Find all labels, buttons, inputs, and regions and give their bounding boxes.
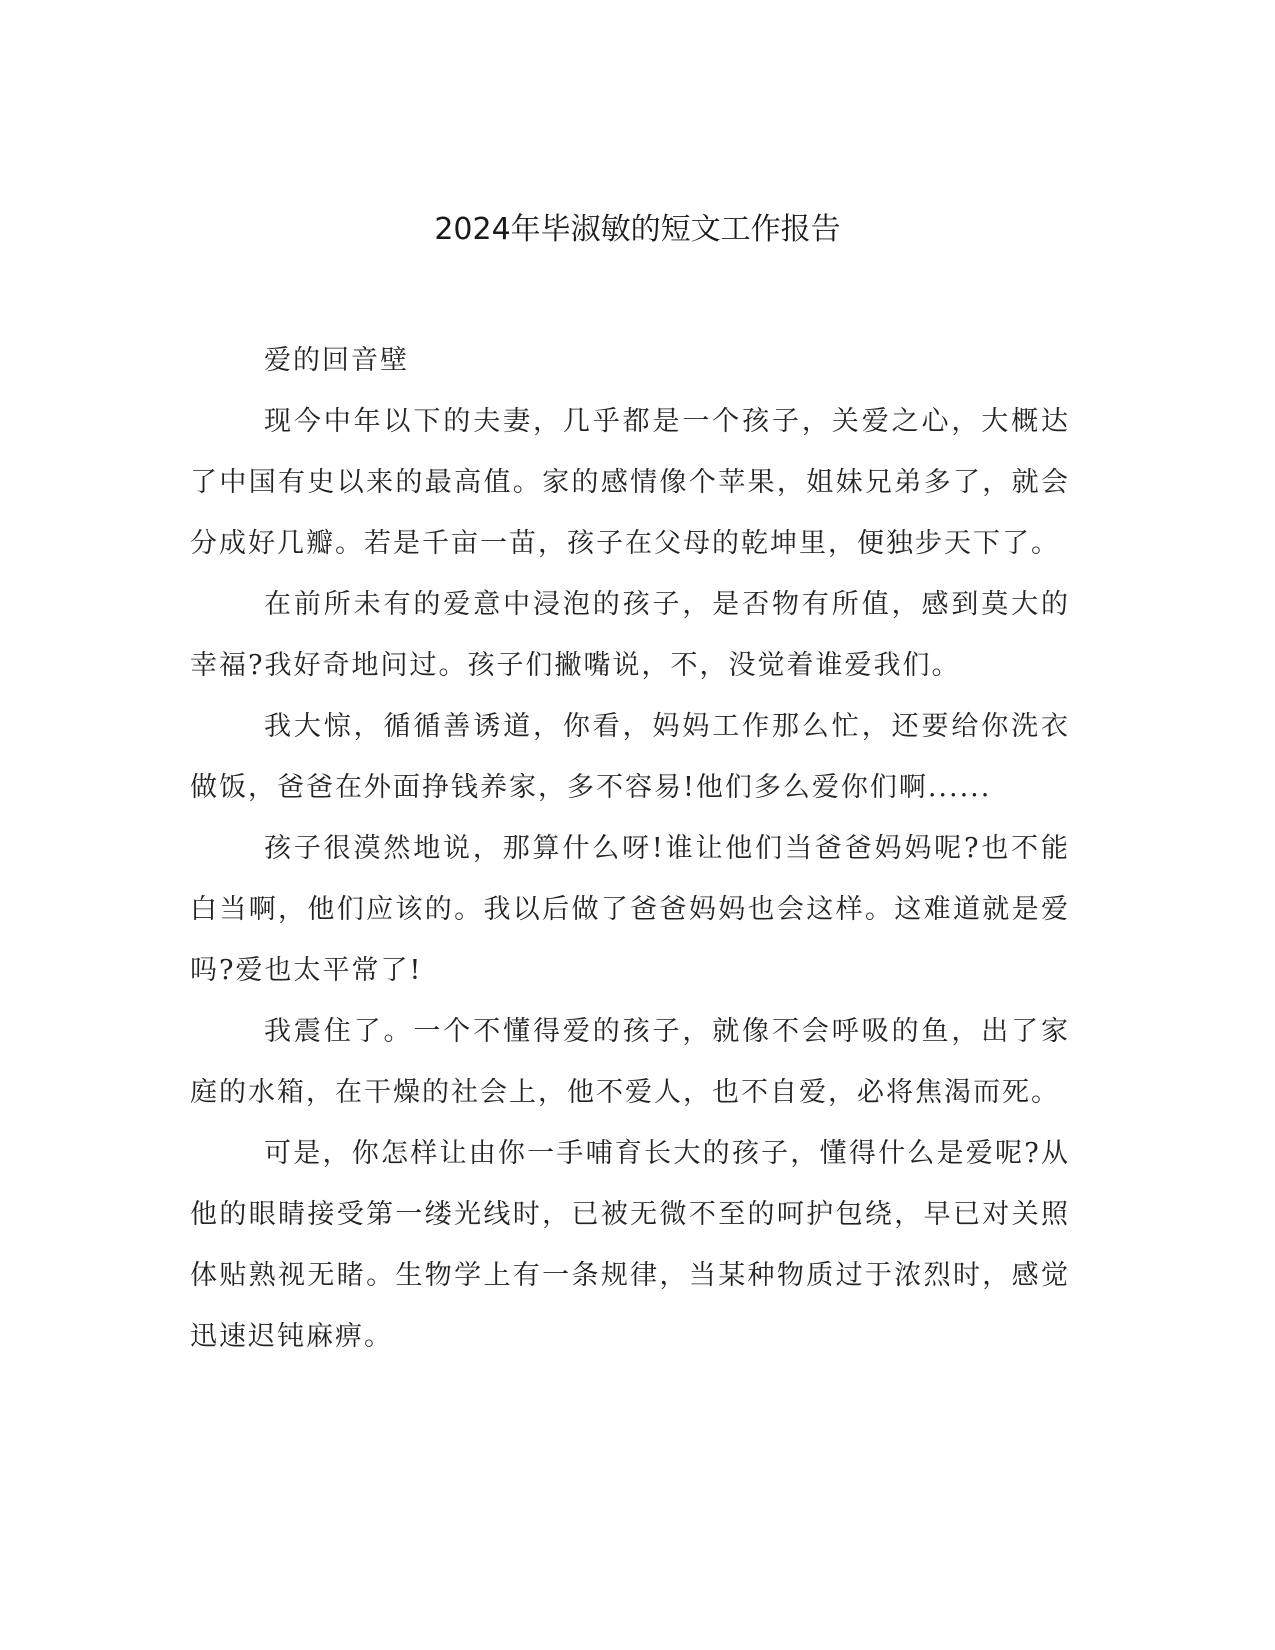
paragraph: 在前所未有的爱意中浸泡的孩子，是否物有所值，感到莫大的幸福?我好奇地问过。孩子们撇嘴说，不，没觉着谁爱我们。 [190, 589, 1070, 681]
paragraph: 可是，你怎样让由你一手哺育长大的孩子，懂得什么是爱呢?从他的眼睛接受第一缕光线时，已被无微不至的呵护包绕，早已对关照体贴熟视无睹。生物学上有一条规律，当某种物质过于浓烈时，感觉迅速迟钝麻痹。 [190, 1138, 1070, 1352]
document-title: 2024年毕淑敏的短文工作报告 [434, 212, 841, 247]
document-body [190, 330, 1070, 1367]
paragraph: 孩子很漠然地说，那算什么呀!谁让他们当爸爸妈妈呢?也不能白当啊，他们应该的。我以后做了爸爸妈妈也会这样。这难道就是爱吗?爱也太平常了! [190, 833, 1070, 986]
paragraph: 我震住了。一个不懂得爱的孩子，就像不会呼吸的鱼，出了家庭的水箱，在干燥的社会上，他不爱人，也不自爱，必将焦渴而死。 [190, 1016, 1070, 1108]
paragraph: 我大惊，循循善诱道，你看，妈妈工作那么忙，还要给你洗衣做饭，爸爸在外面挣钱养家，多不容易!他们多么爱你们啊...... [190, 711, 1070, 803]
paragraph: 现今中年以下的夫妻，几乎都是一个孩子，关爱之心，大概达了中国有史以来的最高值。家的感情像个苹果，姐妹兄弟多了，就会分成好几瓣。若是千亩一苗，孩子在父母的乾坤里，便独步天下了。 [190, 406, 1070, 559]
section-heading: 爱的回音壁 [264, 345, 409, 376]
